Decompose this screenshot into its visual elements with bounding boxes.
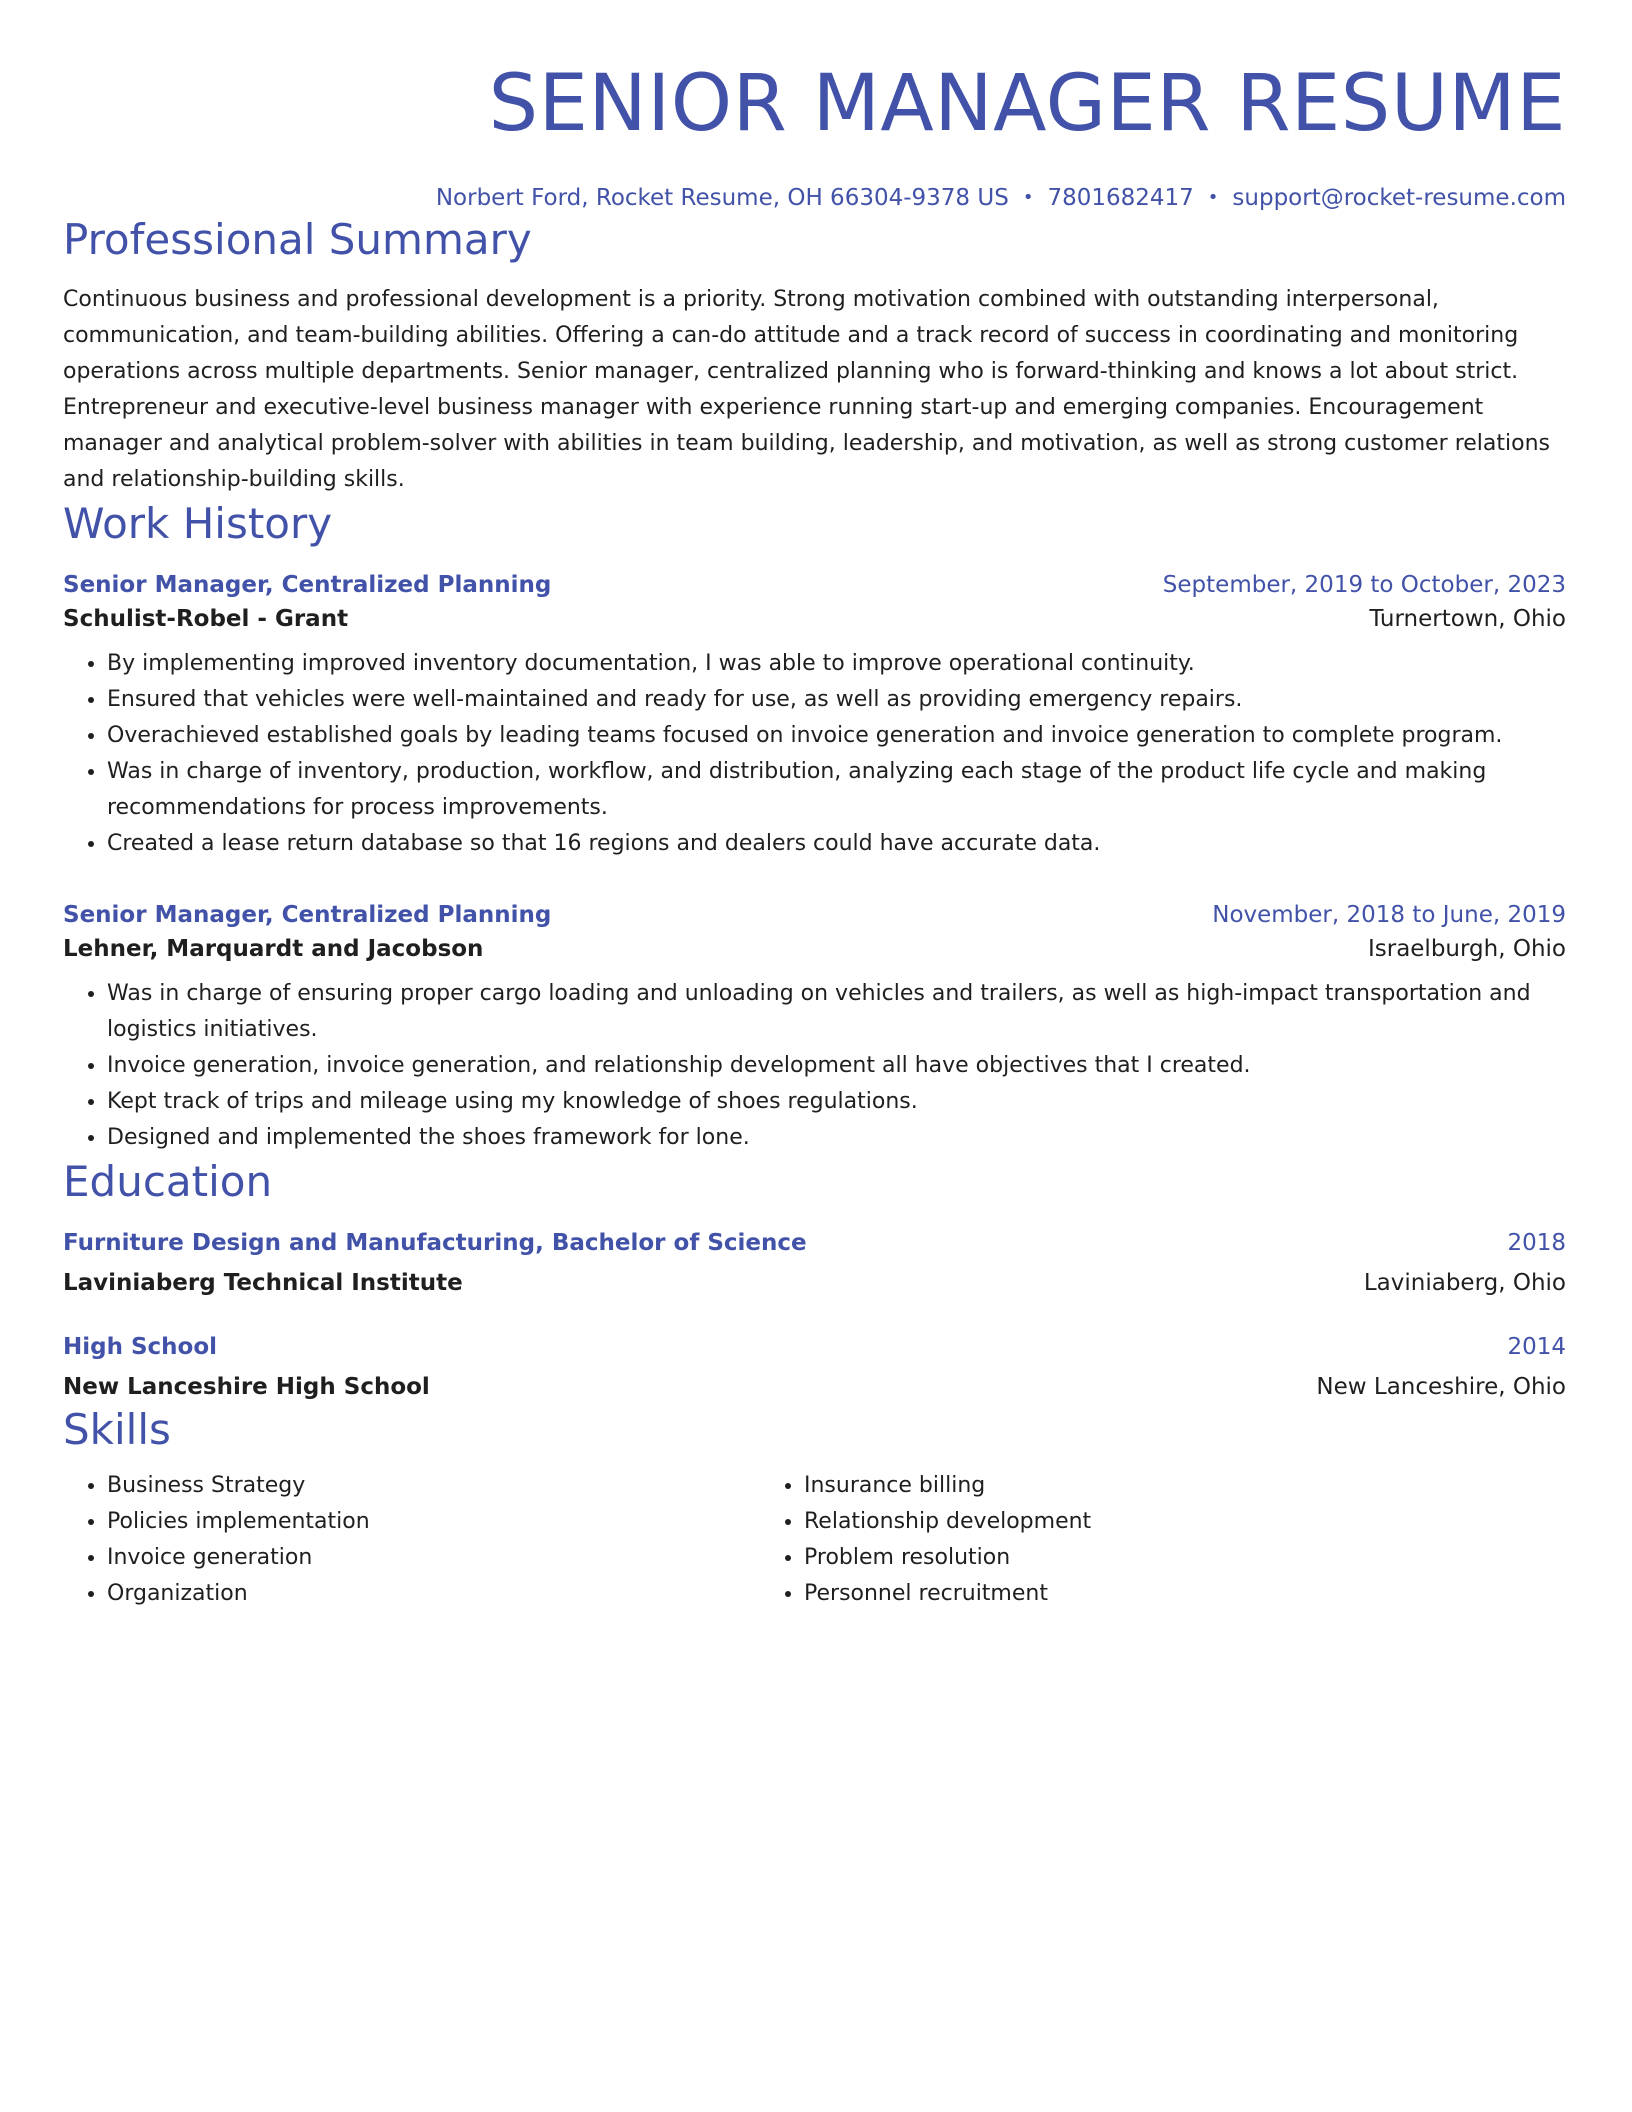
education-heading: Education xyxy=(63,1157,273,1206)
contact-separator: • xyxy=(1022,187,1034,208)
summary-heading: Professional Summary xyxy=(63,215,532,264)
education-school: New Lanceshire High School xyxy=(63,1374,430,1400)
resume-title: SENIOR MANAGER RESUME xyxy=(488,59,1566,149)
education-location: Laviniaberg, Ohio xyxy=(1363,1270,1566,1296)
education-degree: High School xyxy=(63,1334,218,1360)
job-header xyxy=(63,568,1566,602)
job-entry xyxy=(63,898,1566,1156)
job-company: Schulist-Robel - Grant xyxy=(63,606,349,632)
job-bullets xyxy=(63,976,1566,1156)
education-entry xyxy=(63,1330,1566,1404)
education-school-row xyxy=(63,1370,1566,1404)
skill-item: • Invoice generation xyxy=(107,1540,760,1576)
job-bullets xyxy=(63,646,1566,862)
education-entry xyxy=(63,1226,1566,1300)
skills-heading: Skills xyxy=(63,1405,171,1454)
job-bullet: • Invoice generation, invoice generation, and relationship development all have objectives that I created. xyxy=(107,1048,1566,1084)
skills-list xyxy=(63,1468,1566,1612)
skills-column-right xyxy=(760,1468,1520,1612)
contact-phone: 7801682417 xyxy=(1047,185,1194,211)
job-location: Turnertown, Ohio xyxy=(1369,606,1566,632)
job-entry xyxy=(63,568,1566,862)
job-header xyxy=(63,898,1566,932)
skill-item: • Business Strategy xyxy=(107,1468,760,1504)
job-title: Senior Manager, Centralized Planning xyxy=(63,902,552,928)
education-year: 2014 xyxy=(1507,1334,1566,1360)
work-history-heading: Work History xyxy=(63,499,333,548)
job-bullet: • Kept track of trips and mileage using my knowledge of shoes regulations. xyxy=(107,1084,1566,1120)
job-bullet: • Was in charge of ensuring proper cargo loading and unloading on vehicles and trailers, as well as high-impact transportation and logistics initiatives. xyxy=(107,976,1566,1048)
education-header xyxy=(63,1226,1566,1260)
job-bullet: • By implementing improved inventory documentation, I was able to improve operational continuity. xyxy=(107,646,1566,682)
education-school-row xyxy=(63,1266,1566,1300)
job-bullet: • Designed and implemented the shoes framework for lone. xyxy=(107,1120,1566,1156)
education-school: Laviniaberg Technical Institute xyxy=(63,1270,463,1296)
skill-item: • Policies implementation xyxy=(107,1504,760,1540)
skill-item: • Problem resolution xyxy=(804,1540,1520,1576)
job-dates: November, 2018 to June, 2019 xyxy=(1212,902,1566,928)
skill-item: • Relationship development xyxy=(804,1504,1520,1540)
education-degree: Furniture Design and Manufacturing, Bachelor of Science xyxy=(63,1230,807,1256)
job-bullet: • Overachieved established goals by leading teams focused on invoice generation and invoice generation to complete program. xyxy=(107,718,1566,754)
contact-separator: • xyxy=(1207,187,1219,208)
education-header xyxy=(63,1330,1566,1364)
skill-item: • Personnel recruitment xyxy=(804,1576,1520,1612)
job-dates: September, 2019 to October, 2023 xyxy=(1162,572,1566,598)
contact-email: support@rocket-resume.com xyxy=(1232,185,1566,211)
skill-item: • Organization xyxy=(107,1576,760,1612)
summary-text: Continuous business and professional development is a priority. Strong motivation combined with outstanding interpersonal, communication, and team-building abilities. Offering a can-do attitude and a track record of success in coordinating and monitoring operations across multiple departments. Senior manager, centralized planning who is forward-thinking and knows a lot about strict. Entrepreneur and executive-level business manager with experience running start-up and emerging companies. Encouragement manager and analytical problem-solver with abilities in team building, leadership, and motivation, as well as strong customer relations and relationship-building skills. xyxy=(63,287,1551,492)
skill-item: • Insurance billing xyxy=(804,1468,1520,1504)
education-year: 2018 xyxy=(1507,1230,1566,1256)
job-bullet: • Created a lease return database so that 16 regions and dealers could have accurate data. xyxy=(107,826,1566,862)
job-company: Lehner, Marquardt and Jacobson xyxy=(63,936,484,962)
education-location: New Lanceshire, Ohio xyxy=(1316,1374,1566,1400)
contact-address: Norbert Ford, Rocket Resume, OH 66304-9378 US xyxy=(435,185,1009,211)
skills-column-left xyxy=(63,1468,760,1612)
contact-line xyxy=(63,182,1566,214)
job-bullet: • Was in charge of inventory, production, workflow, and distribution, analyzing each stage of the product life cycle and making recommendations for process improvements. xyxy=(107,754,1566,826)
resume-page xyxy=(63,0,1566,1612)
job-location: Israelburgh, Ohio xyxy=(1367,936,1566,962)
job-title: Senior Manager, Centralized Planning xyxy=(63,572,552,598)
job-company-row xyxy=(63,932,1566,966)
job-company-row xyxy=(63,602,1566,636)
job-bullet: • Ensured that vehicles were well-maintained and ready for use, as well as providing emergency repairs. xyxy=(107,682,1566,718)
